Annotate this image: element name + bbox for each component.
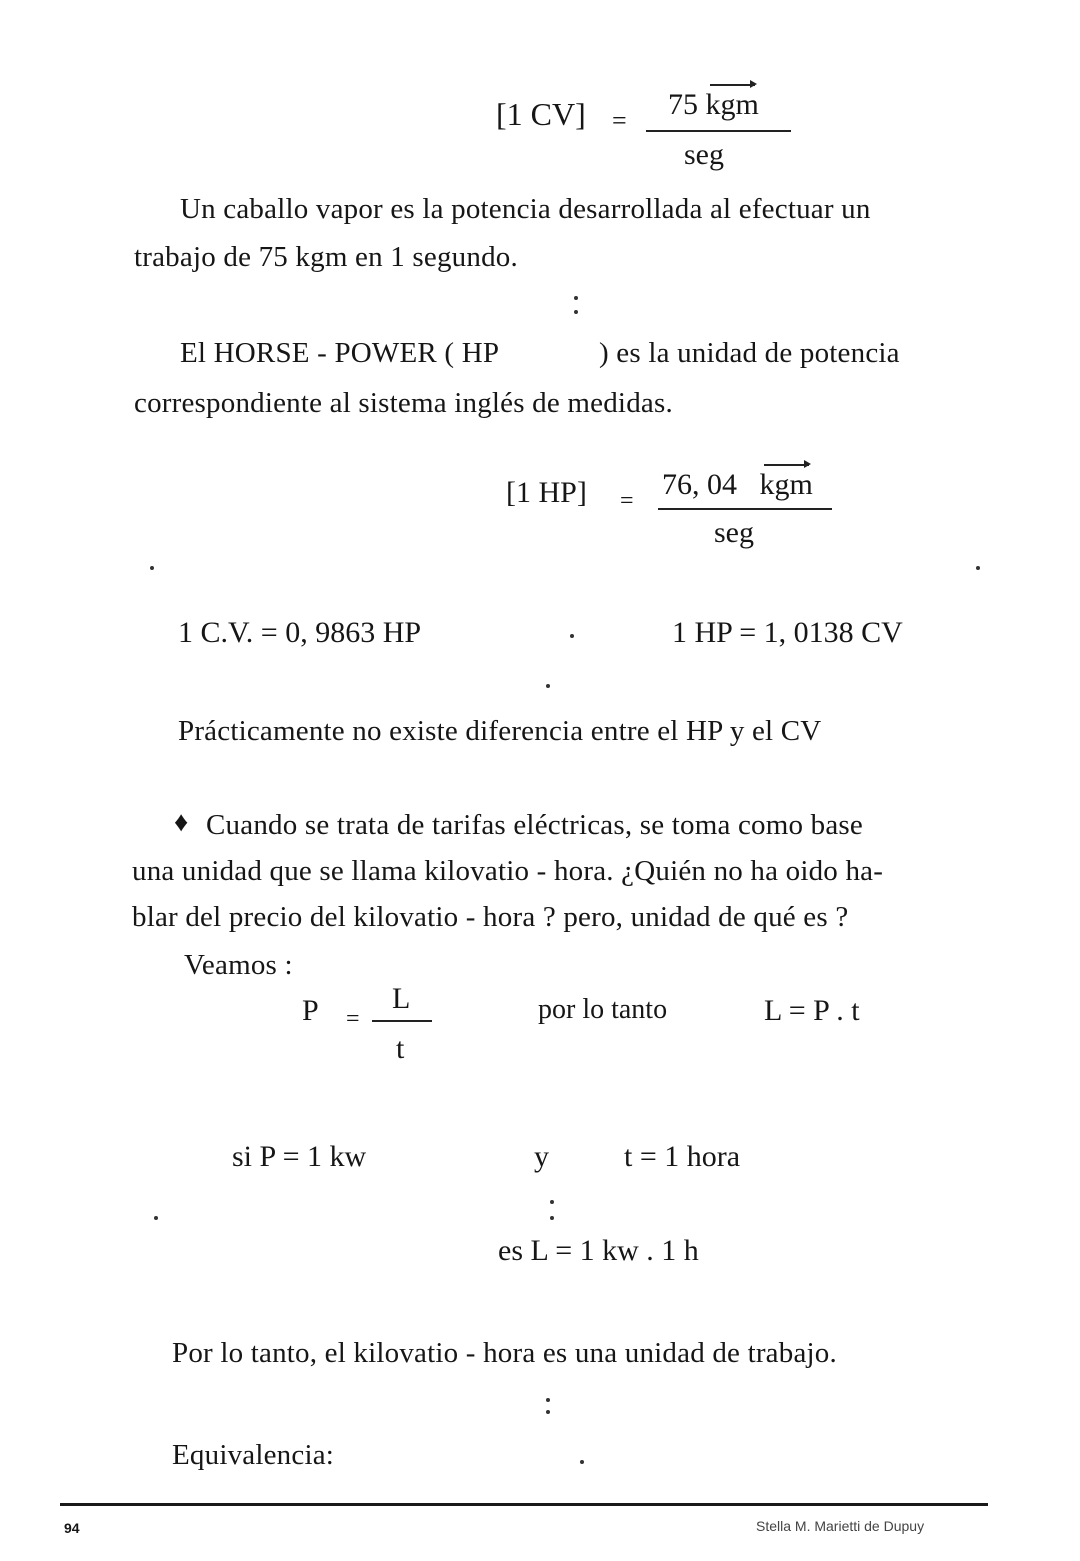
cv-numerator-unit: kgm <box>705 88 759 121</box>
condition-time: t = 1 hora <box>624 1140 741 1173</box>
condition-y: y <box>534 1140 549 1173</box>
paragraph-kwh-line-2: una unidad que se llama kilovatio - hora. ¿Quién no ha oido ha- <box>132 855 884 887</box>
hp-formula-denominator: seg <box>714 516 754 549</box>
hp-numerator-number: 76, 04 <box>662 468 737 501</box>
page-number: 94 <box>64 1520 80 1536</box>
equivalence-cv-to-hp: 1 C.V. = 0, 9863 HP <box>178 616 422 649</box>
paragraph-hp-line-2: correspondiente al sistema inglés de medidas. <box>134 387 673 419</box>
paragraph-kwh-line-4: Veamos : <box>184 949 293 981</box>
practically-sentence: Prácticamente no existe diferencia entre el HP y el CV <box>178 715 822 747</box>
conclusion-sentence: Por lo tanto, el kilovatio - hora es una unidad de trabajo. <box>172 1337 837 1369</box>
paragraph-cv-line-2: trabajo de 75 kgm en 1 segundo. <box>134 241 518 273</box>
speck <box>546 1410 550 1414</box>
cv-formula-numerator <box>668 88 759 122</box>
power-fraction-bar <box>372 1020 432 1022</box>
paragraph-kwh-line-3: blar del precio del kilovatio - hora ? pero, unidad de qué es ? <box>132 901 849 933</box>
speck <box>574 296 578 300</box>
equivalence-hp-to-cv: 1 HP = 1, 0138 CV <box>672 616 903 649</box>
cv-formula-eq: = <box>612 106 627 135</box>
power-p: P <box>302 994 319 1027</box>
hp-numerator-unit: kgm <box>759 468 813 501</box>
speck <box>546 684 550 688</box>
power-eq: = <box>346 1006 360 1032</box>
hp-formula-left: [1 HP] <box>506 476 587 509</box>
cv-formula-left: [1 CV] <box>496 96 586 132</box>
speck <box>154 1216 158 1220</box>
power-numerator: L <box>392 982 411 1015</box>
power-therefore: por lo tanto <box>538 994 668 1025</box>
paragraph-hp-line-1a: El HORSE - POWER ( HP <box>180 337 500 369</box>
speck <box>550 1200 554 1204</box>
cv-numerator-number: 75 <box>668 88 698 121</box>
equivalencia-heading: Equivalencia: <box>172 1439 335 1471</box>
hp-formula-eq: = <box>620 488 634 514</box>
speck <box>150 566 154 570</box>
power-result: L = P . t <box>764 994 860 1027</box>
footer-author: Stella M. Marietti de Dupuy <box>756 1518 925 1534</box>
cv-formula <box>0 0 1080 190</box>
paragraph-kwh-line-1: Cuando se trata de tarifas eléctricas, se toma como base <box>206 809 863 841</box>
hp-fraction-bar <box>658 508 832 510</box>
paragraph-cv-line-1: Un caballo vapor es la potencia desarrollada al efectuar un <box>180 193 871 225</box>
condition-power: si P = 1 kw <box>232 1140 367 1173</box>
power-denominator: t <box>396 1032 405 1065</box>
cv-formula-denominator: seg <box>684 138 724 171</box>
bullet-icon: ♦ <box>174 807 189 838</box>
footer-rule <box>60 1503 988 1506</box>
hp-formula-numerator <box>662 468 813 502</box>
speck <box>580 1460 584 1464</box>
result-line: es L = 1 kw . 1 h <box>498 1234 699 1267</box>
speck <box>570 634 574 638</box>
speck <box>574 310 578 314</box>
speck <box>546 1398 550 1402</box>
paragraph-hp-line-1b: ) es la unidad de potencia <box>599 337 900 369</box>
cv-fraction-bar <box>646 130 791 132</box>
speck <box>976 566 980 570</box>
speck <box>550 1216 554 1220</box>
